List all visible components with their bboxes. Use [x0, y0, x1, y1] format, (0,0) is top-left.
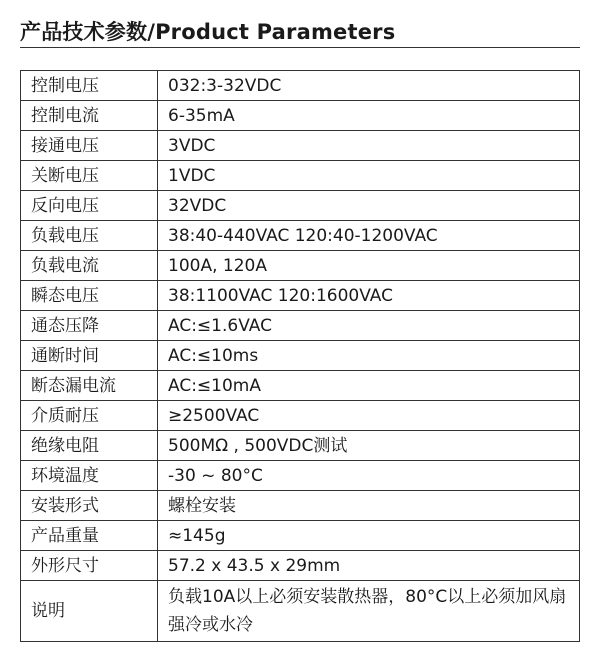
table-row [21, 161, 580, 191]
param-value-control-voltage: 032:3-32VDC [158, 71, 580, 101]
param-value-load-current: 100A, 120A [158, 251, 580, 281]
title-divider [20, 47, 580, 48]
param-value-ambient-temperature: -30 ~ 80°C [158, 461, 580, 491]
param-value-transient-voltage: 38:1100VAC 120:1600VAC [158, 281, 580, 311]
param-name-control-current: 控制电流 [21, 101, 158, 131]
table-row [21, 581, 580, 642]
param-value-insulation-resistance: 500MΩ , 500VDC测试 [158, 431, 580, 461]
param-name-turn-on-voltage: 接通电压 [21, 131, 158, 161]
table-row [21, 251, 580, 281]
param-name-mounting-type: 安装形式 [21, 491, 158, 521]
param-value-off-state-leakage: AC:≤10mA [158, 371, 580, 401]
param-value-control-current: 6-35mA [158, 101, 580, 131]
param-name-off-state-leakage: 断态漏电流 [21, 371, 158, 401]
table-row [21, 491, 580, 521]
table-row [21, 101, 580, 131]
param-value-turn-on-voltage: 3VDC [158, 131, 580, 161]
param-name-dielectric-strength: 介质耐压 [21, 401, 158, 431]
parameters-table [20, 70, 580, 642]
param-value-reverse-voltage: 32VDC [158, 191, 580, 221]
param-value-switching-time: AC:≤10ms [158, 341, 580, 371]
param-name-transient-voltage: 瞬态电压 [21, 281, 158, 311]
param-value-product-weight: ≈145g [158, 521, 580, 551]
param-name-product-weight: 产品重量 [21, 521, 158, 551]
param-value-mounting-type: 螺栓安装 [158, 491, 580, 521]
param-value-turn-off-voltage: 1VDC [158, 161, 580, 191]
param-name-dimensions: 外形尺寸 [21, 551, 158, 581]
table-row [21, 551, 580, 581]
table-row [21, 191, 580, 221]
param-value-on-state-voltage-drop: AC:≤1.6VAC [158, 311, 580, 341]
param-name-turn-off-voltage: 关断电压 [21, 161, 158, 191]
param-name-control-voltage: 控制电压 [21, 71, 158, 101]
table-row [21, 71, 580, 101]
param-value-dielectric-strength: ≥2500VAC [158, 401, 580, 431]
param-name-load-voltage: 负载电压 [21, 221, 158, 251]
param-name-ambient-temperature: 环境温度 [21, 461, 158, 491]
param-name-notes: 说明 [21, 581, 158, 642]
param-value-notes: 负载10A以上必须安装散热器，80°C以上必须加风扇强冷或水冷 [158, 581, 580, 642]
page-title: 产品技术参数/Product Parameters [20, 20, 396, 44]
table-row [21, 431, 580, 461]
table-row [21, 221, 580, 251]
param-name-switching-time: 通断时间 [21, 341, 158, 371]
param-value-dimensions: 57.2 x 43.5 x 29mm [158, 551, 580, 581]
param-name-load-current: 负载电流 [21, 251, 158, 281]
param-name-insulation-resistance: 绝缘电阻 [21, 431, 158, 461]
table-row [21, 311, 580, 341]
table-row [21, 371, 580, 401]
table-row [21, 461, 580, 491]
param-name-on-state-voltage-drop: 通态压降 [21, 311, 158, 341]
table-row [21, 281, 580, 311]
param-value-load-voltage: 38:40-440VAC 120:40-1200VAC [158, 221, 580, 251]
table-row [21, 401, 580, 431]
table-row [21, 341, 580, 371]
table-row [21, 131, 580, 161]
param-name-reverse-voltage: 反向电压 [21, 191, 158, 221]
table-row [21, 521, 580, 551]
